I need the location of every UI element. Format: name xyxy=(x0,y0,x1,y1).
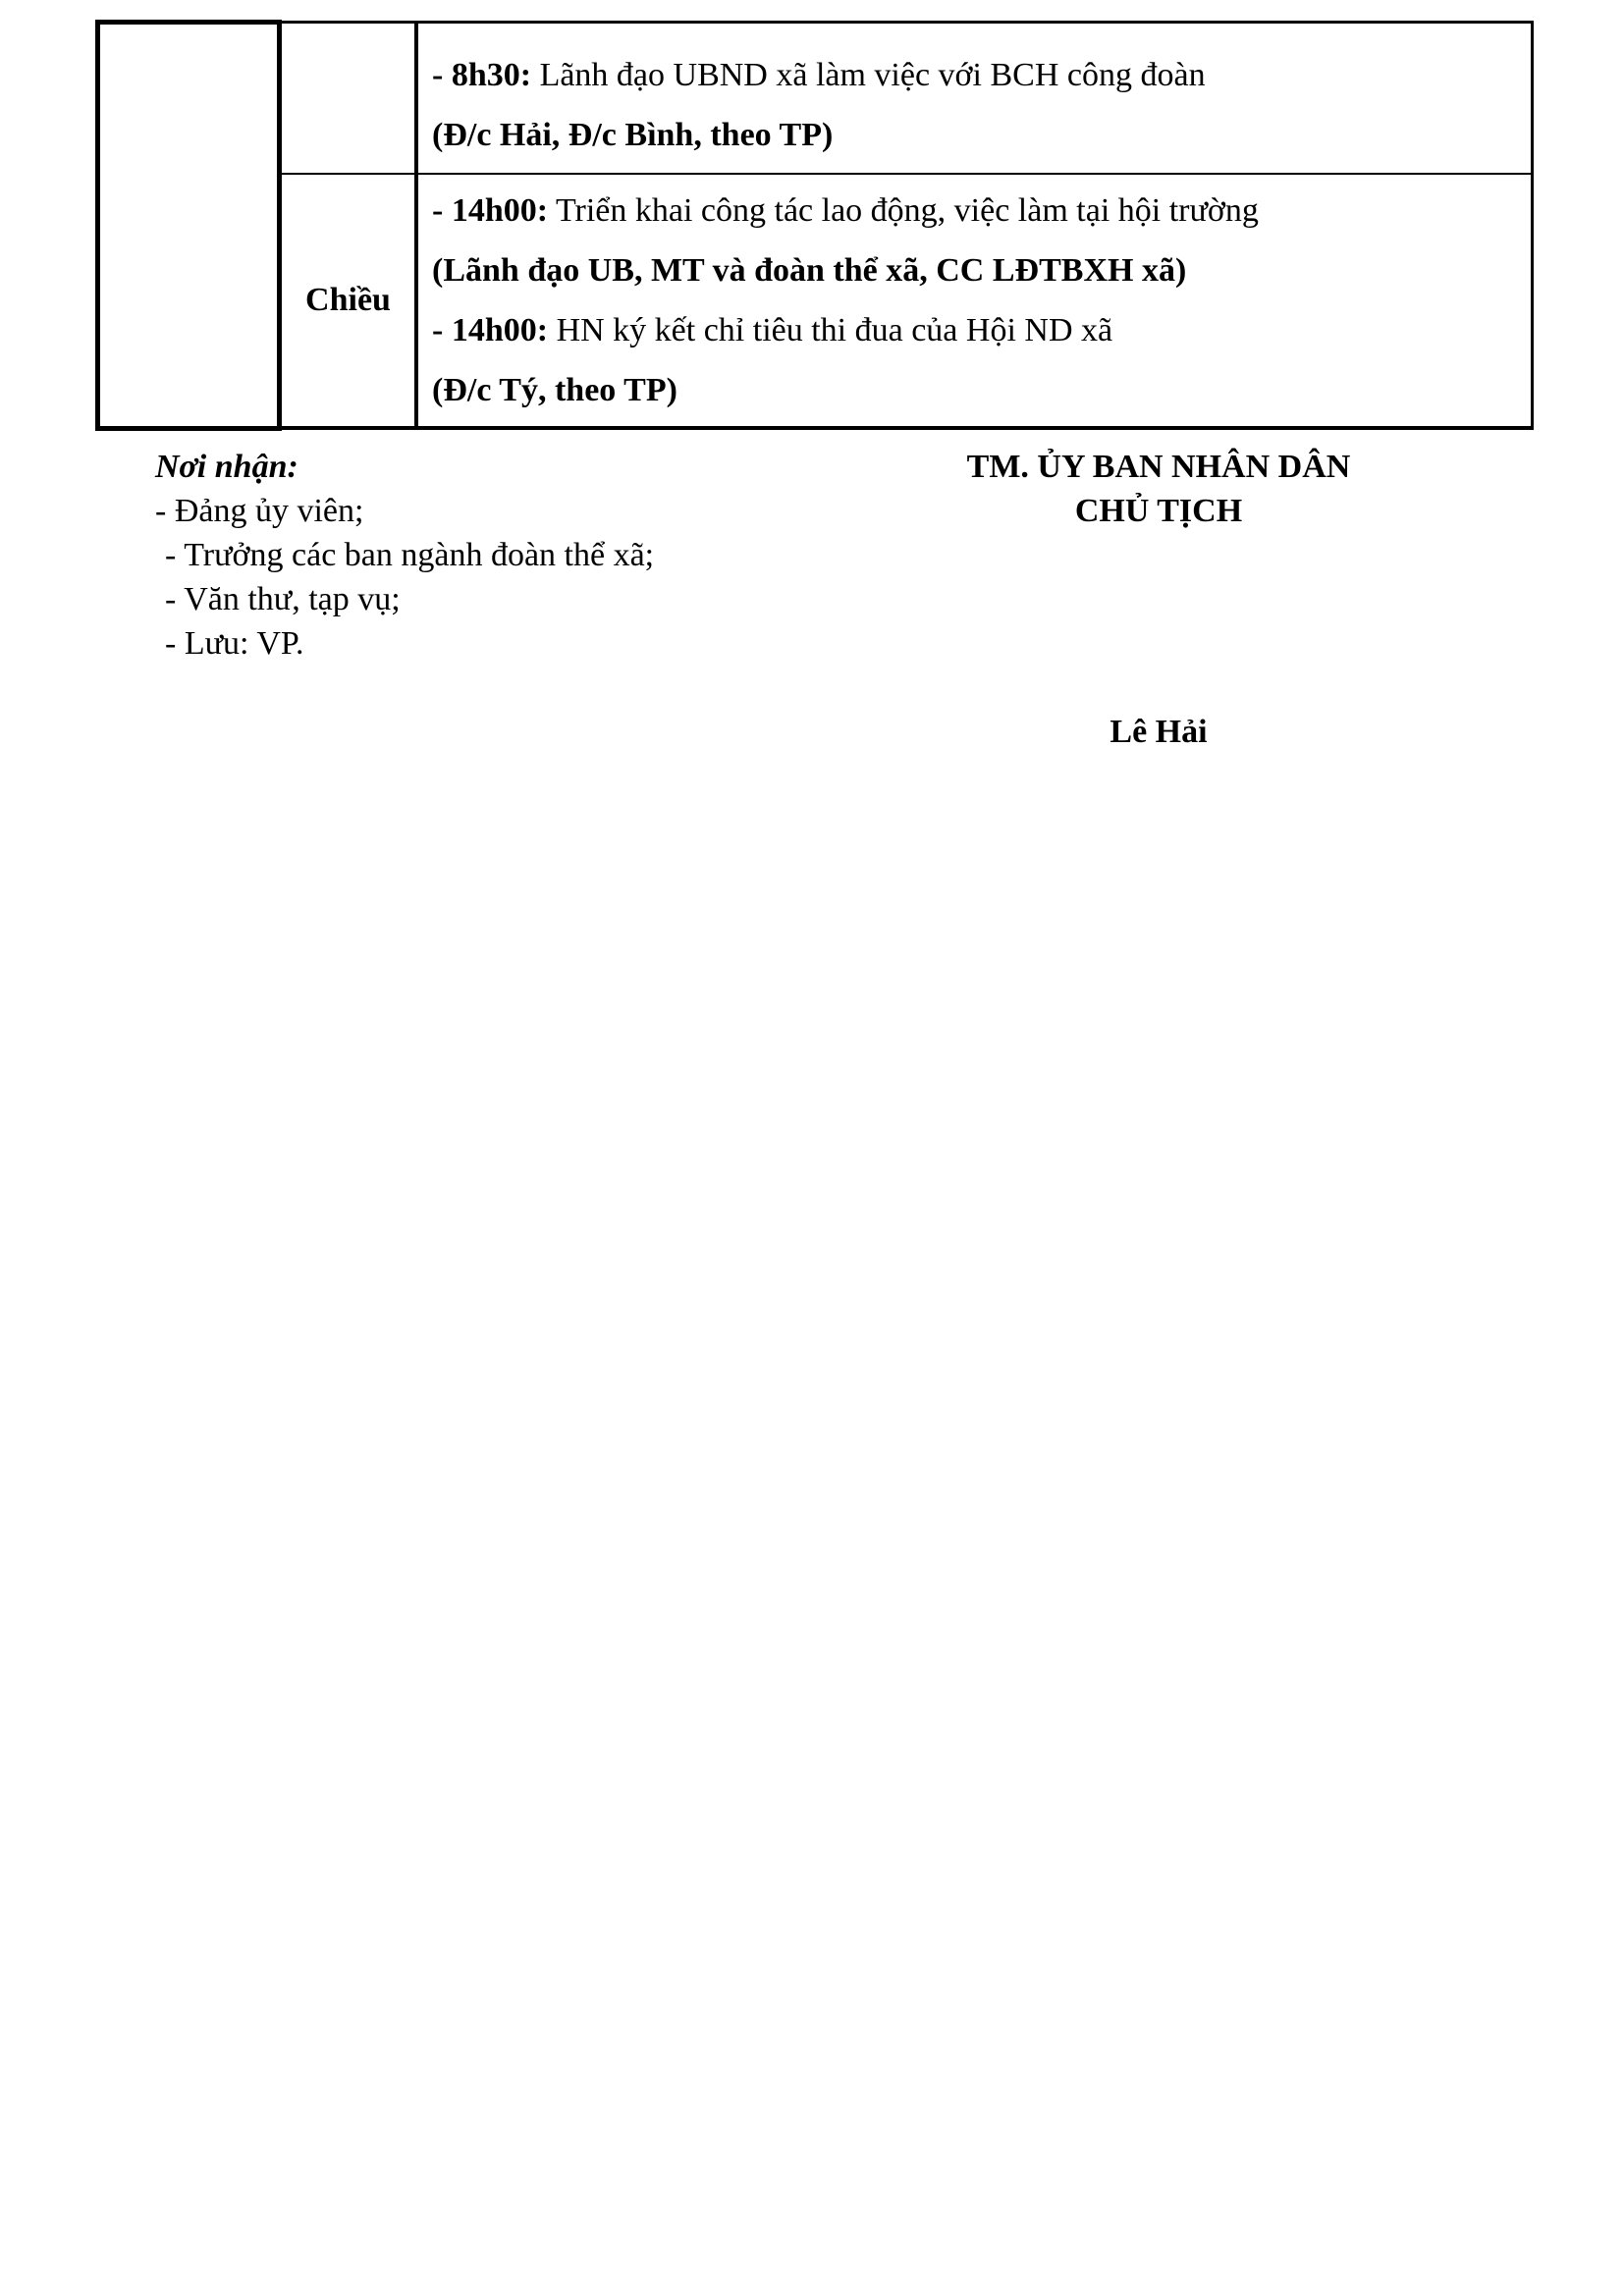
entry-time-text xyxy=(432,181,1517,240)
recipient-item: - Trưởng các ban ngành đoàn thể xã; xyxy=(165,537,655,573)
entry-time-text xyxy=(432,300,1517,360)
session-label-morning xyxy=(280,23,417,175)
schedule-row-morning xyxy=(98,23,1533,175)
recipient-item: - Đảng ủy viên; xyxy=(155,493,364,529)
entry-assignees: (Đ/c Tý, theo TP) xyxy=(432,372,677,408)
day-cell xyxy=(98,23,280,429)
entry-text: HN ký kết chỉ tiêu thi đua của Hội ND xã xyxy=(548,312,1113,348)
schedule-row-afternoon xyxy=(98,174,1533,428)
entry-assignees: (Đ/c Hải, Đ/c Bình, theo TP) xyxy=(432,117,834,153)
session-label-afternoon: Chiều xyxy=(280,174,417,428)
entry-text: Lãnh đạo UBND xã làm việc với BCH công đoàn xyxy=(531,57,1206,93)
schedule-table xyxy=(95,20,1534,431)
entry-time: - 14h00: xyxy=(432,192,549,229)
signature-name: Lê Hải xyxy=(1110,714,1208,750)
signature-block xyxy=(884,445,1434,533)
signature-authority: TM. ỦY BAN NHÂN DÂN xyxy=(966,449,1351,485)
session-content-morning xyxy=(416,23,1533,175)
recipients-title: Nơi nhận: xyxy=(155,449,298,485)
entry-text: Triển khai công tác lao động, việc làm tại hội trường xyxy=(548,192,1259,229)
entry-time-text xyxy=(432,45,1517,105)
session-content-afternoon xyxy=(416,174,1533,428)
recipient-item: - Lưu: VP. xyxy=(165,625,304,662)
recipient-item: - Văn thư, tạp vụ; xyxy=(165,581,401,617)
entry-time: - 14h00: xyxy=(432,312,549,348)
entry-time: - 8h30: xyxy=(432,57,532,93)
recipients-block xyxy=(155,445,842,666)
entry-assignees: (Lãnh đạo UB, MT và đoàn thể xã, CC LĐTBXH xã) xyxy=(432,252,1187,289)
signature-position: CHỦ TỊCH xyxy=(1074,493,1243,529)
